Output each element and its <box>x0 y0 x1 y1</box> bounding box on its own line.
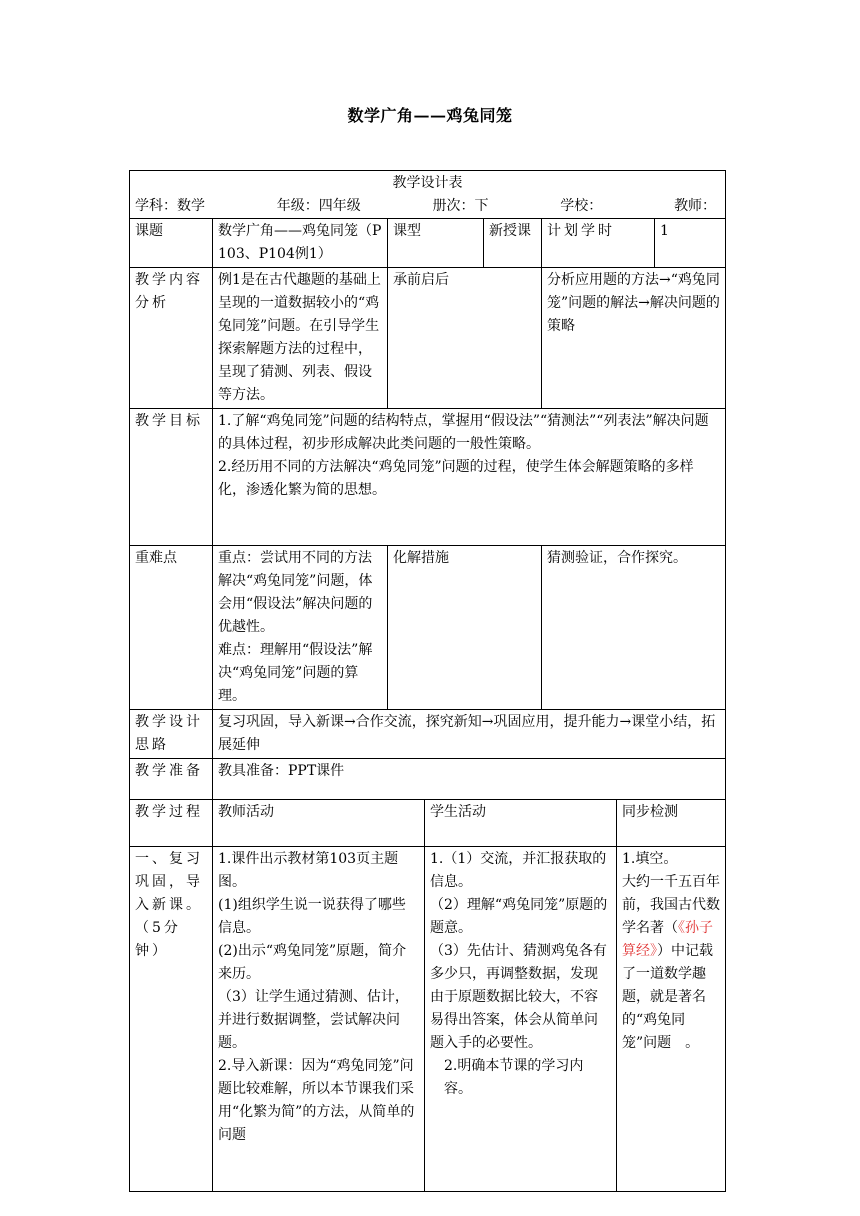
teacher-step: （3）让学生通过猜测、估计，并进行数据调整，尝试解决问题。 <box>218 989 409 1051</box>
key-point: 重点：尝试用不同的方法解决“鸡兔同笼”问题，体会用“假设法”解决问题的优越性。 <box>218 550 373 635</box>
col-student-activity: 学生活动 <box>425 800 617 847</box>
design-label: 教学设计思路 <box>130 710 213 759</box>
measure-label: 化解措施 <box>388 546 542 710</box>
design-text: 复习巩固，导入新课→合作交流，探究新知→巩固应用，提升能力→课堂小结，拓展延伸 <box>213 710 726 759</box>
teacher-step: (1)组织学生说一说获得了哪些信息。 <box>218 897 406 936</box>
prep-text: 教具准备：PPT课件 <box>213 759 726 800</box>
table-header-row <box>130 171 726 219</box>
page-title: 数学广角——鸡兔同笼 <box>347 106 513 125</box>
analysis-label: 教学内容分析 <box>130 268 213 409</box>
keypoints-label: 重难点 <box>130 546 213 710</box>
grade-field: 年级：四年级 <box>276 198 361 214</box>
col-sync-check: 同步检测 <box>617 800 726 847</box>
goals-label: 教学目标 <box>130 409 213 546</box>
table-title: 教学设计表 <box>392 175 463 191</box>
topic-row <box>130 219 726 268</box>
goals-row <box>130 409 726 546</box>
check-question <box>622 871 720 1055</box>
process-label: 教学过程 <box>130 800 213 847</box>
process-stage-row <box>130 847 726 1192</box>
student-step: 2.明确本节课的学习内容。 <box>444 1058 584 1097</box>
check-title: 1.填空。 <box>622 851 678 867</box>
analysis-middle: 承前启后 <box>388 268 542 409</box>
hours-value: 1 <box>655 219 726 268</box>
analysis-row <box>130 268 726 409</box>
process-header-row <box>130 800 726 847</box>
design-row <box>130 710 726 759</box>
student-activity <box>425 847 617 1192</box>
teacher-step: 2.导入新课：因为“鸡兔同笼”问题比较难解，所以本节课我们采用“化繁为简”的方法，从简单的问题 <box>218 1058 415 1143</box>
topic-value: 数学广角——鸡兔同笼（P103、P104例1） <box>213 219 388 268</box>
subject-field: 学科：数学 <box>135 198 205 214</box>
hours-label: 计划学时 <box>542 219 655 268</box>
measure-value: 猜测验证，合作探究。 <box>542 546 726 710</box>
goal-item-2: 2.经历用不同的方法解决“鸡兔同笼”问题的过程，使学生体会解题策略的多样化，渗透化繁为简的思想。 <box>218 459 694 498</box>
sync-check <box>617 847 726 1192</box>
student-step: 1.（1）交流，并汇报获取的信息。 <box>430 851 607 890</box>
check-answer: 《孙子算经》 <box>622 920 713 959</box>
teacher-activity <box>213 847 425 1192</box>
difficult-point: 难点：理解用“假设法”解决“鸡兔同笼”问题的算理。 <box>218 642 373 704</box>
lesson-plan-table <box>129 170 726 1192</box>
school-field: 学校： <box>560 198 603 214</box>
keypoints-row <box>130 546 726 710</box>
check-text-after: ）中记载了一道数学趣题，就是著名的“鸡兔同笼”问题 。 <box>622 943 713 1051</box>
meta-line <box>135 195 720 218</box>
volume-field: 册次：下 <box>432 198 489 214</box>
stage-label: 一、复习巩固，导入新课。（5分钟） <box>130 847 213 1192</box>
analysis-text: 例1是在古代趣题的基础上呈现的一道数据较小的“鸡兔同笼”问题。在引导学生探索解题方法的过程中，呈现了猜测、列表、假设等方法。 <box>213 268 388 409</box>
type-value: 新授课 <box>484 219 542 268</box>
type-label: 课型 <box>388 219 484 268</box>
goal-item-1: 1.了解“鸡兔同笼”问题的结构特点，掌握用“假设法”“猜测法”“列表法”解决问题的具体过程，初步形成解决此类问题的一般性策略。 <box>218 413 709 452</box>
teacher-step: (2)出示“鸡兔同笼”原题，简介来历。 <box>218 943 407 982</box>
student-step: （2）理解“鸡兔同笼”原题的题意。 <box>430 897 608 936</box>
col-teacher-activity: 教师活动 <box>213 800 425 847</box>
prep-row <box>130 759 726 800</box>
prep-label: 教学准备 <box>130 759 213 800</box>
check-text-before: 大约一千五百年前，我国古代数学名著（ <box>622 874 720 936</box>
topic-label: 课题 <box>130 219 213 268</box>
student-step: （3）先估计、猜测鸡兔各有多少只，再调整数据，发现由于原题数据比较大，不容易得出答案，体会从简单问题入手的必要性。 <box>430 943 607 1051</box>
teacher-step: 1.课件出示教材第103页主题图。 <box>218 851 399 890</box>
analysis-right: 分析应用题的方法→“鸡兔同笼”问题的解法→解决问题的策略 <box>542 268 726 409</box>
teacher-field: 教师： <box>674 198 717 214</box>
